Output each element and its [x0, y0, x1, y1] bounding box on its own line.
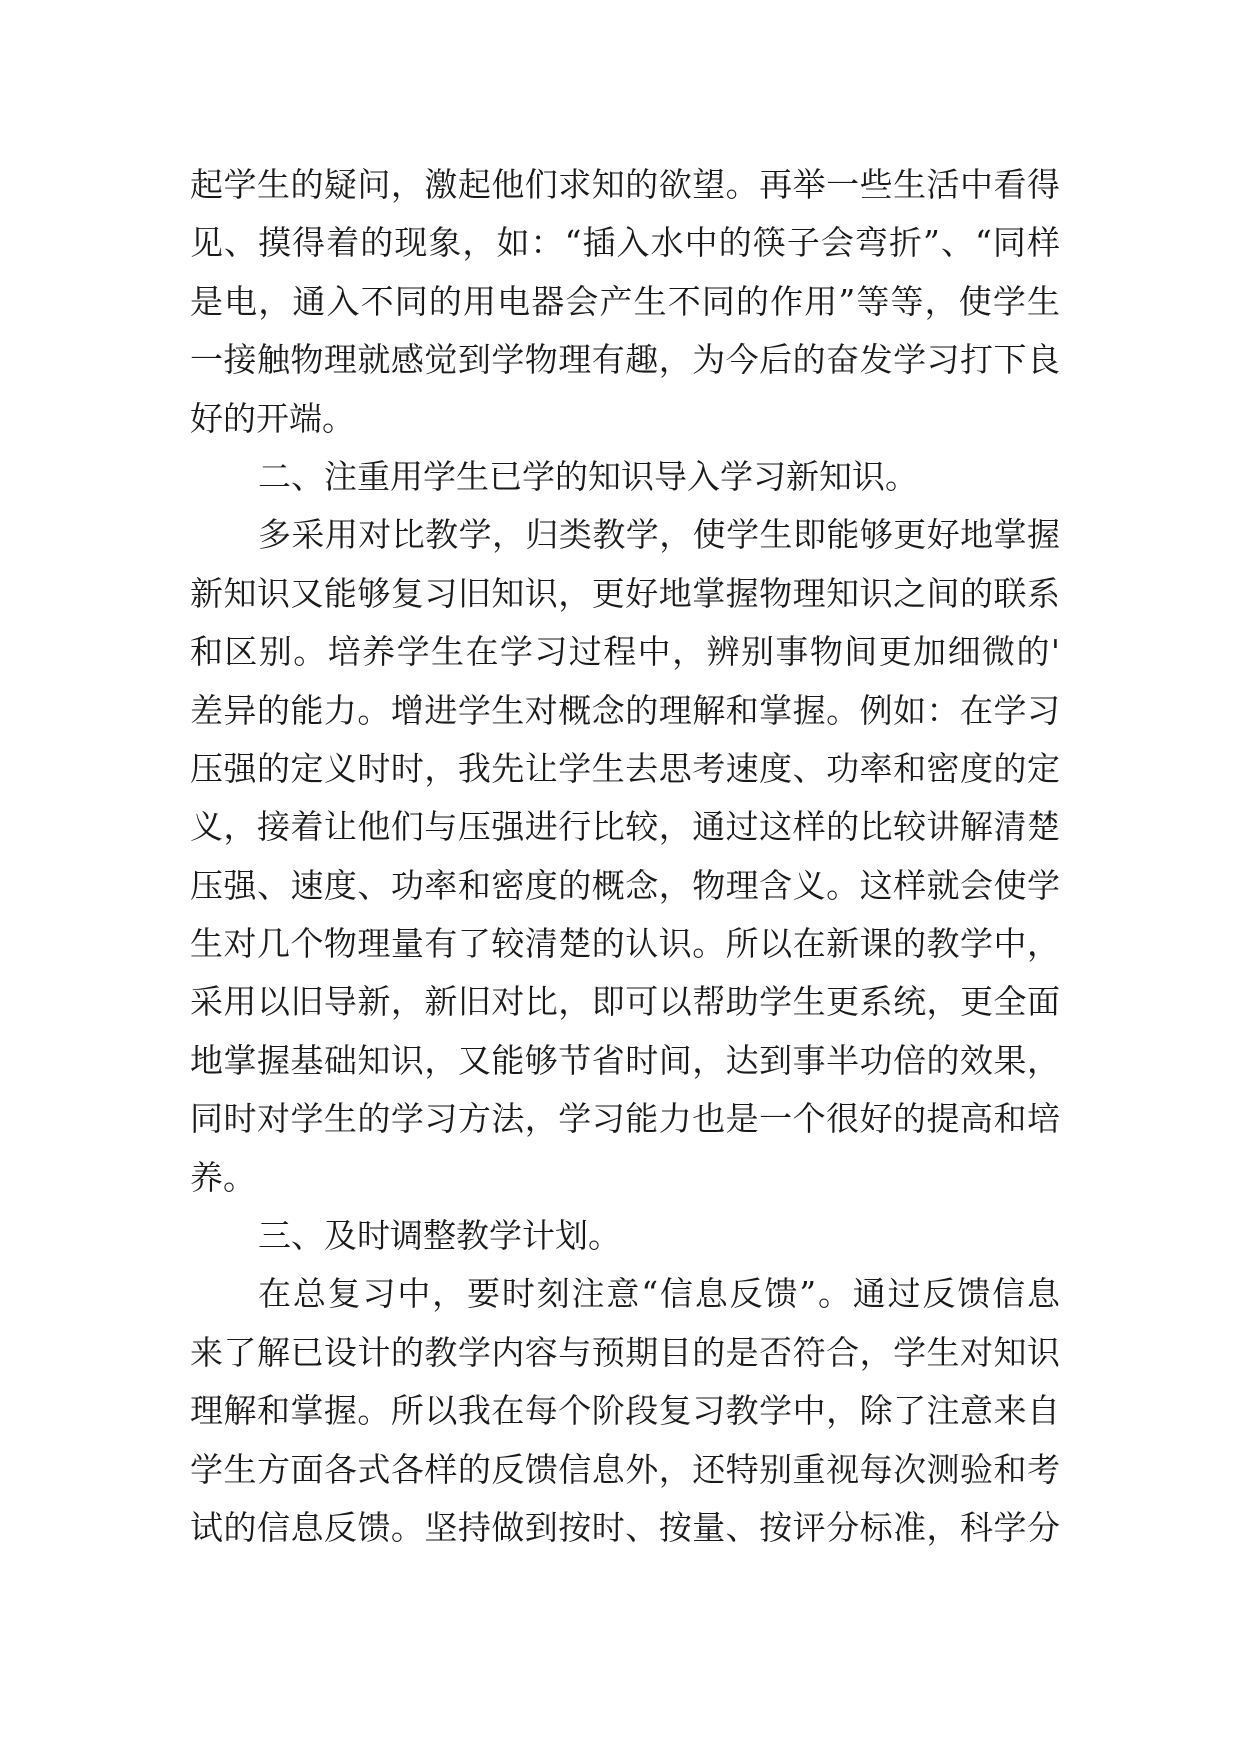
- text-line: 新知识又能够复习旧知识，更好地掌握物理知识之间的联系: [190, 573, 1060, 613]
- text-line: 起学生的疑问，激起他们求知的欲望。再举一些生活中看得: [190, 165, 1060, 204]
- text-line: 压强、速度、功率和密度的概念，物理含义。这样就会使学: [190, 865, 1060, 905]
- text-line: 好的开端。: [190, 398, 355, 438]
- text-line: 生对几个物理量有了较清楚的认识。所以在新课的教学中，: [190, 924, 1060, 964]
- text-line: 差异的能力。增进学生对概念的理解和掌握。例如：在学习: [190, 690, 1060, 730]
- text-line: 采用以旧导新，新旧对比，即可以帮助学生更系统，更全面: [190, 982, 1060, 1022]
- text-line: 压强的定义时时，我先让学生去思考速度、功率和密度的定: [190, 748, 1060, 788]
- text-line: 义，接着让他们与压强进行比较，通过这样的比较讲解清楚: [190, 807, 1060, 847]
- document-body: [190, 156, 1060, 1557]
- text-line: 见、摸得着的现象，如：“插入水中的筷子会弯折”、“同样: [190, 223, 1060, 263]
- text-line: 在总复习中，要时刻注意“信息反馈”。通过反馈信息: [258, 1274, 1060, 1314]
- section-heading: 三、及时调整教学计划。: [258, 1216, 621, 1256]
- text-line: 和区别。培养学生在学习过程中，辨别事物间更加细微的': [190, 632, 1060, 672]
- text-line: 养。: [190, 1157, 256, 1197]
- text-line: 一接触物理就感觉到学物理有趣，为今后的奋发学习打下良: [190, 340, 1060, 380]
- text-line: 学生方面各式各样的反馈信息外，还特别重视每次测验和考: [190, 1449, 1060, 1489]
- text-line: 是电，通入不同的用电器会产生不同的作用”等等，使学生: [190, 281, 1060, 321]
- text-line: 同时对学生的学习方法，学习能力也是一个很好的提高和培: [190, 1099, 1060, 1139]
- text-line: 多采用对比教学，归类教学，使学生即能够更好地掌握: [258, 515, 1060, 555]
- text-line: 地掌握基础知识，又能够节省时间，达到事半功倍的效果，: [190, 1040, 1060, 1080]
- text-line: 试的信息反馈。坚持做到按时、按量、按评分标准，科学分: [190, 1507, 1060, 1547]
- text-line: 理解和掌握。所以我在每个阶段复习教学中，除了注意来自: [190, 1391, 1060, 1431]
- section-heading: 二、注重用学生已学的知识导入学习新知识。: [258, 456, 918, 496]
- text-line: 来了解已设计的教学内容与预期目的是否符合，学生对知识: [190, 1332, 1060, 1372]
